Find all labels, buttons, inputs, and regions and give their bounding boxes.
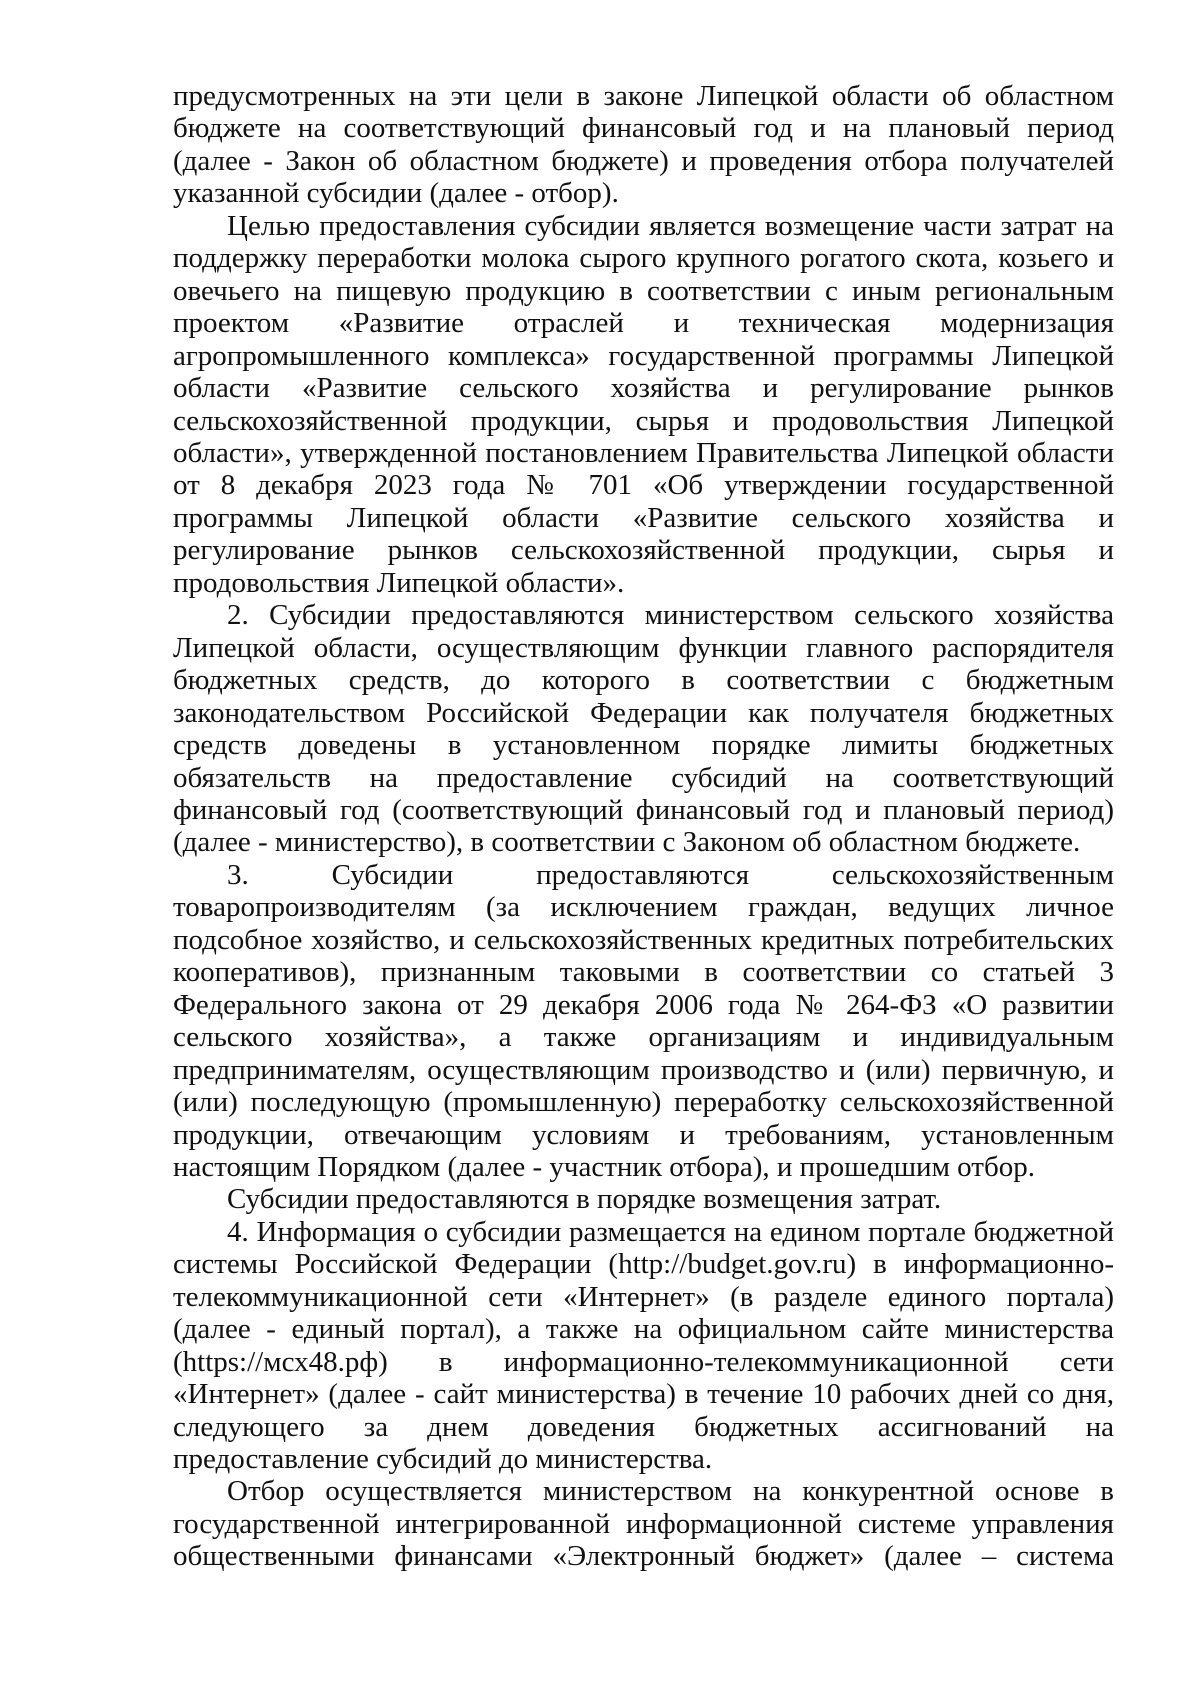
paragraph-item-4: 4. Информация о субсидии размещается на едином портале бюджетной системы Российской Федерации (http://budget.gov.ru) в информационно-телекоммуникационной сети «Интернет» (в разделе единого портала) (далее - единый портал), а также на официальном сайте министерства (https://мсх48.рф) в информационно-телекоммуникационной сети «Интернет» (далее - сайт министерства) в течение 10 рабочих дней со дня, следующего за днем доведения бюджетных ассигнований на предоставление субсидий до министерства. [173,1215,1114,1476]
paragraph-selection: Отбор осуществляется министерством на конкурентной основе в государственной интегрированной информационной системе управления общественными финансами «Электронный бюджет» (далее – система [173,1475,1114,1573]
paragraph-subsidy-goal: Целью предоставления субсидии является возмещение части затрат на поддержку переработки молока сырого крупного рогатого скота, козьего и овечьего на пищевую продукцию в соответствии с иным региональным проектом «Развитие отраслей и техническая модернизация агропромышленного комплекса» государственной программы Липецкой области «Развитие сельского хозяйства и регулирование рынков сельскохозяйственной продукции, сырья и продовольствия Липецкой области», утвержденной постановлением Правительства Липецкой области от 8 декабря 2023 года № 701 «Об утверждении государственной программы Липецкой области «Развитие сельского хозяйства и регулирование рынков сельскохозяйственной продукции, сырья и продовольствия Липецкой области». [173,209,1114,599]
paragraph-continuation: предусмотренных на эти цели в законе Липецкой области об областном бюджете на соответствующий финансовый год и на плановый период (далее - Закон об областном бюджете) и проведения отбора получателей указанной субсидии (далее - отбор). [173,80,1114,210]
paragraph-reimbursement: Субсидии предоставляются в порядке возмещения затрат. [227,1183,942,1216]
paragraph-item-2: 2. Субсидии предоставляются министерством сельского хозяйства Липецкой области, осуществляющим функции главного распорядителя бюджетных средств, до которого в соответствии с бюджетным законодательством Российской Федерации как получателя бюджетных средств доведены в установленном порядке лимиты бюджетных обязательств на предоставление субсидий на соответствующий финансовый год (соответствующий финансовый год и плановый период) (далее - министерство), в соответствии с Законом об областном бюджете. [173,599,1114,859]
paragraph-item-3: 3. Субсидии предоставляются сельскохозяйственным товаропроизводителям (за исключением граждан, ведущих личное подсобное хозяйство, и сельскохозяйственных кредитных потребительских кооперативов), признанным таковыми в соответствии со статьей 3 Федерального закона от 29 декабря 2006 года № 264-ФЗ «О развитии сельского хозяйства», а также организациям и индивидуальным предпринимателям, осуществляющим производство и (или) первичную, и (или) последующую (промышленную) переработку сельскохозяйственной продукции, отвечающим условиям и требованиям, установленным настоящим Порядком (далее - участник отбора), и прошедшим отбор. [173,858,1114,1183]
document-body [173,80,1114,1573]
